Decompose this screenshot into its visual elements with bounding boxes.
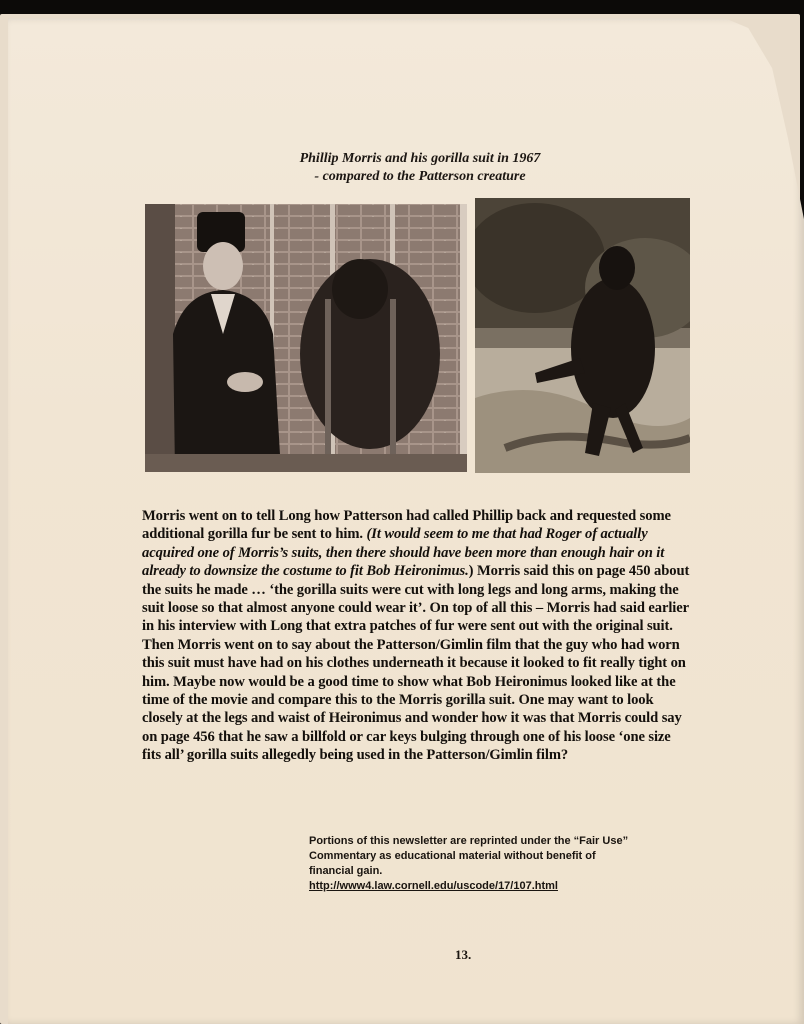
page-number: 13. (455, 947, 472, 962)
fair-use-notice (309, 834, 639, 894)
body-paragraph (142, 507, 690, 765)
caption-line-1: Phillip Morris and his gorilla suit in 1967 (299, 151, 541, 166)
body-text-italic-aside: (It would seem to me that had Roger of actually acquired one of Morris’s suits, then there should have been more than enough hair on it already to downsize the costume to fit Bob Heironimus. (142, 526, 665, 580)
body-text-part-1: Morris went on to tell Long how Patterson had called Phillip back and requested some additional gorilla fur be sent to him. (142, 508, 671, 543)
figure-caption (250, 150, 590, 186)
fair-use-text: Portions of this newsletter are reprinted under the “Fair Use” Commentary as educational material without benefit of financial gain. (309, 835, 629, 877)
photo-patterson-creature (475, 198, 690, 473)
photo-morris-gorilla-suit (145, 204, 467, 472)
fair-use-link[interactable]: http://www4.law.cornell.edu/uscode/17/107.html (309, 880, 558, 892)
body-text-part-2: ) Morris said this on page 450 about the suits he made … ‘the gorilla suits were cut with long legs and long arms, making the suit loose so that almost anyone could wear it’. On top of all this – Morris had said earlier in his interview with Long that extra patches of fur were sent out with the original suit. Then Morris went on to say about the Patterson/Gimlin film that the guy who had worn this suit must have had on his clothes underneath it because it looked to fit really tight on him. Maybe now would be a good time to show what Bob Heironimus looked like at the time of the movie and compare this to the Morris gorilla suit. One may want to look closely at the legs and waist of Heironimus and wonder how it was that Morris could say on page 456 that he saw a billfold or car keys bulging through one of his loose ‘one size fits all’ gorilla suits allegedly being used in the Patterson/Gimlin film? (142, 563, 690, 764)
caption-line-2: - compared to the Patterson creature (314, 169, 526, 184)
